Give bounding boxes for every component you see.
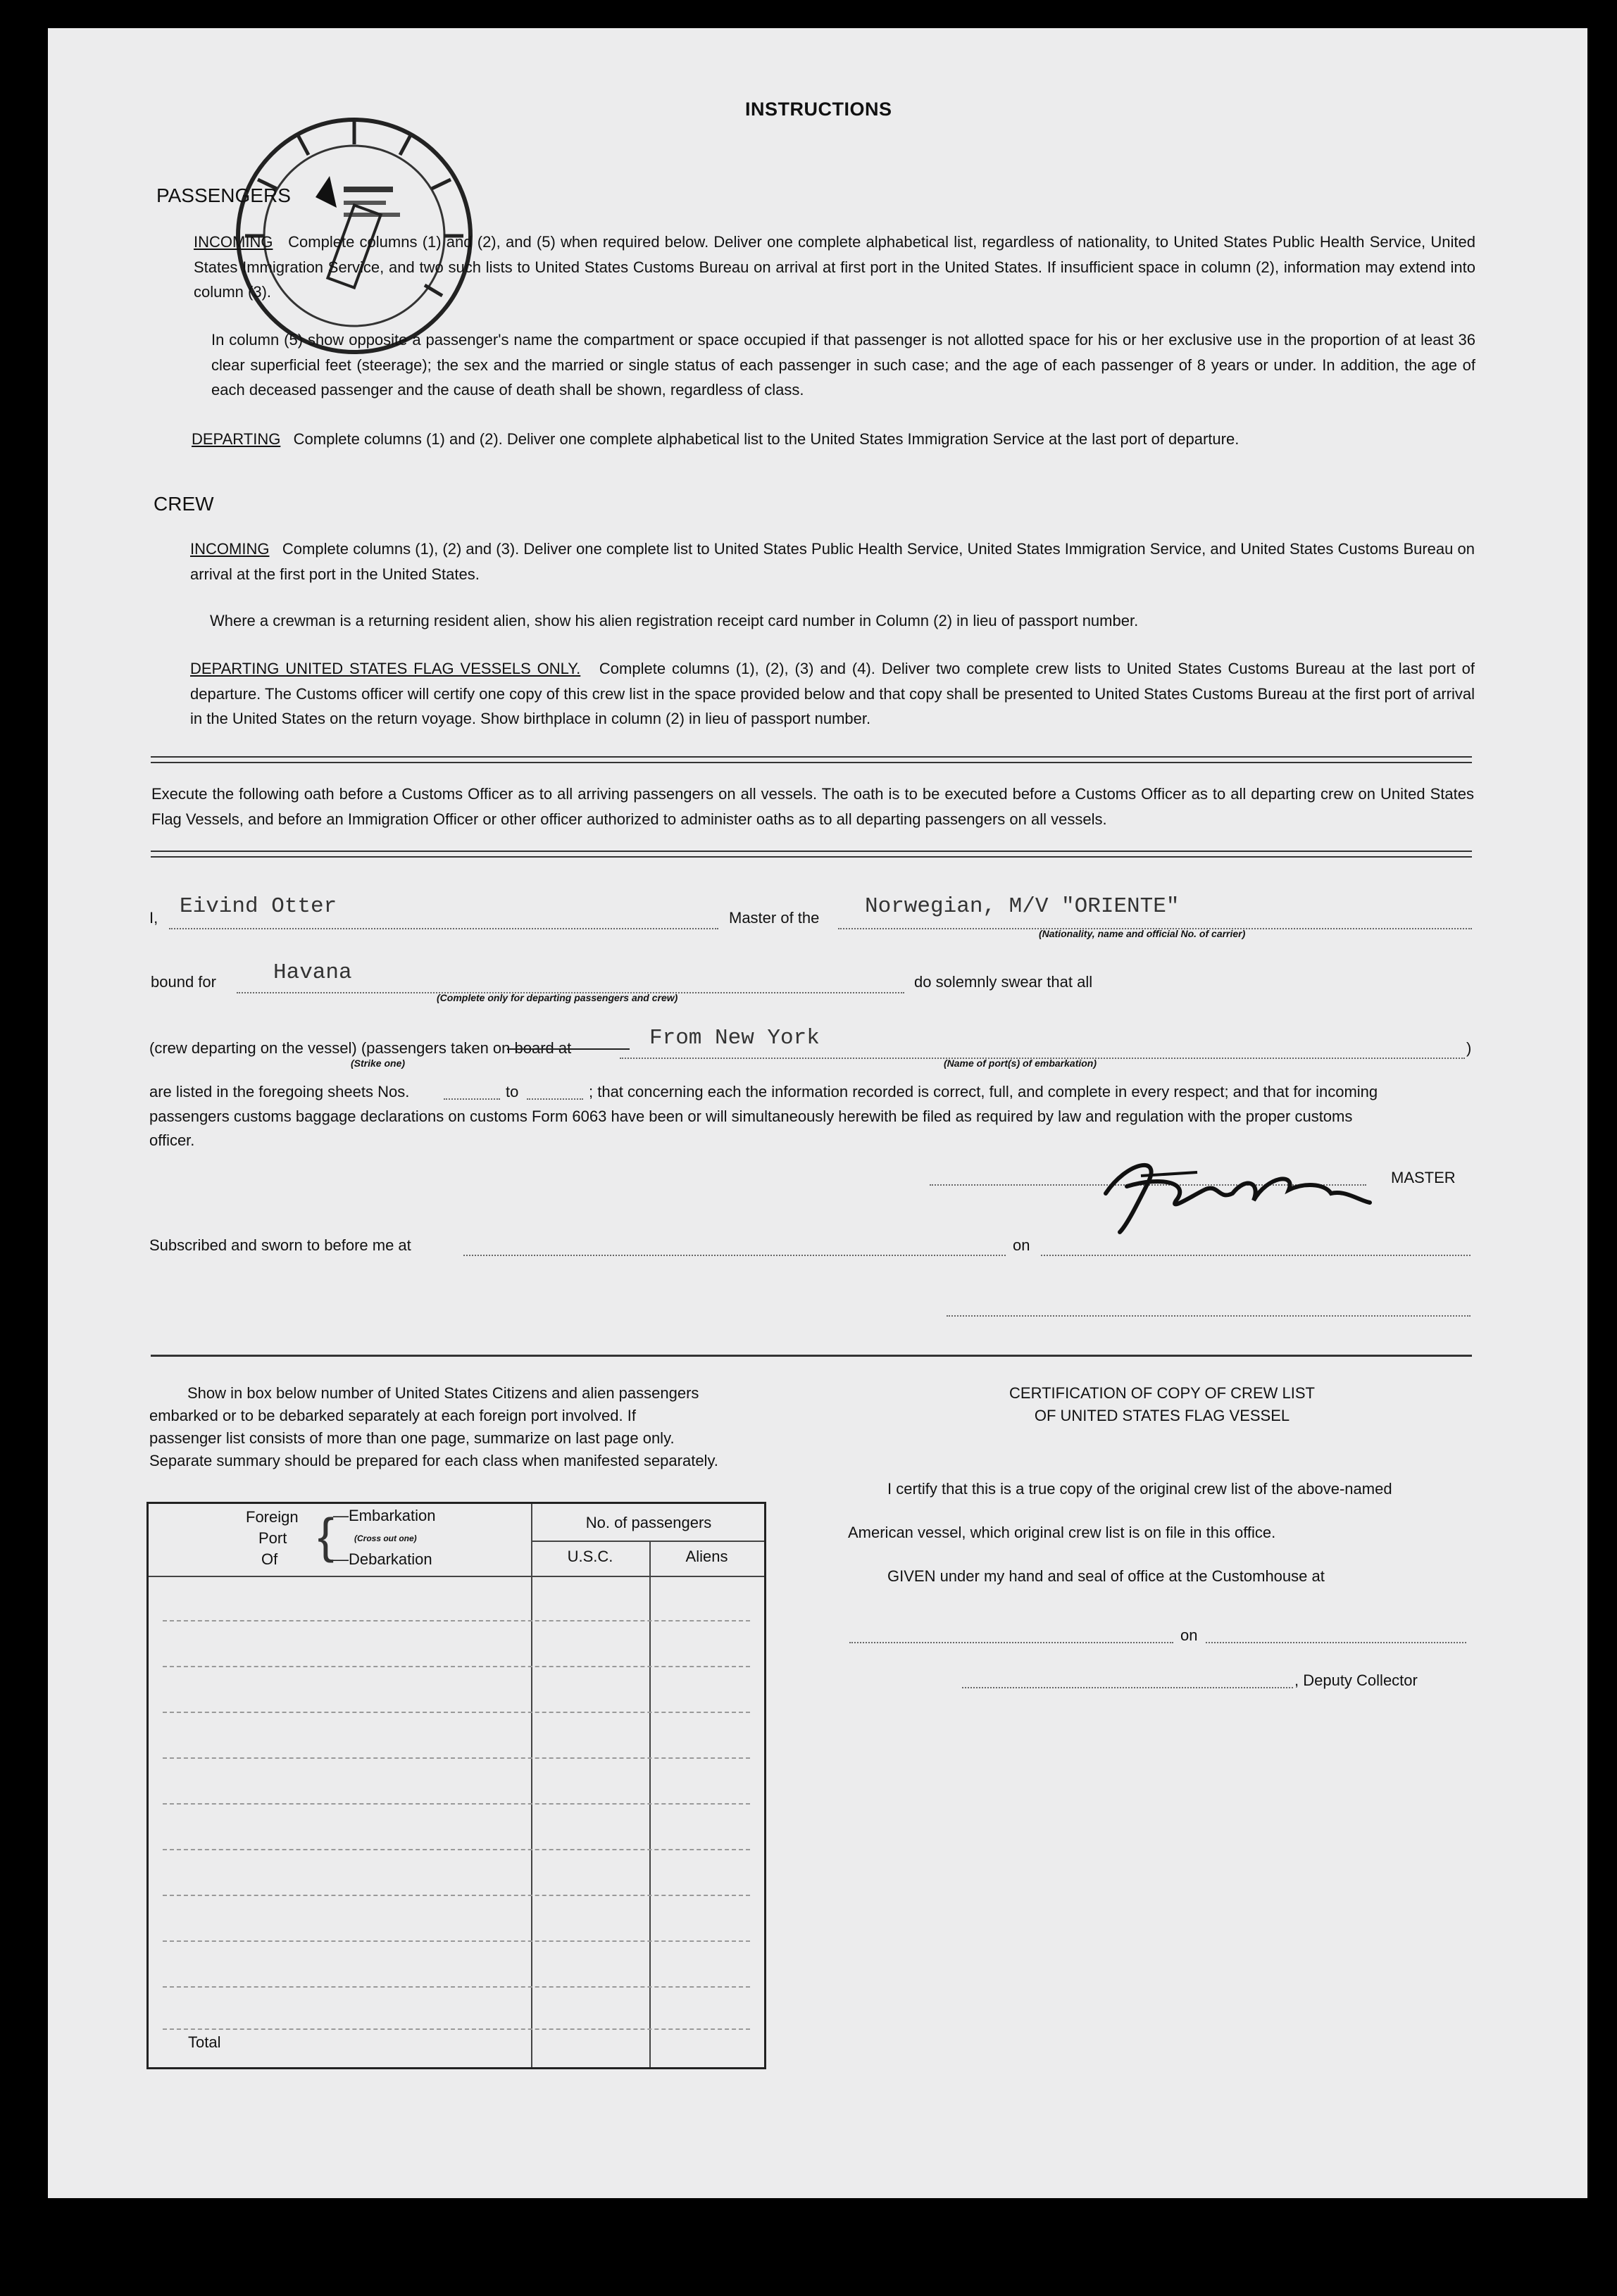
- crew-incoming-text: Complete columns (1), (2) and (3). Deliver one complete list to United States Public Health Service, United States Immigration Service, and United States Customs Bureau on arrival at the first port in the United States.: [190, 540, 1475, 583]
- divider: [151, 851, 1472, 858]
- listed-line2: passengers customs baggage declarations on customs Form 6063 have been or will simultaneously herewith be filed as required by law and regulation with the proper customs: [149, 1108, 1353, 1125]
- certification-line-3: GIVEN under my hand and seal of office at the Customhouse at: [887, 1567, 1325, 1585]
- passengers-departing: [192, 427, 1480, 452]
- vessel-field[interactable]: Norwegian, M/V "ORIENTE": [865, 894, 1180, 919]
- deputy-signature-line: [962, 1687, 1293, 1688]
- subscribed-place-line: [463, 1255, 1006, 1256]
- passengers-incoming-text: Complete columns (1) and (2), and (5) when required below. Deliver one complete alphabetical list, regardless of nationality, to United States Public Health Service, United States Immigration Service, and two such lists to United States Customs Bureau on arrival at first port in the United States. If insufficient space in column (2), information may extend into column (3).: [194, 233, 1475, 301]
- sheet-to-line: [527, 1098, 583, 1100]
- passengers-incoming: [194, 230, 1475, 305]
- master-name-field[interactable]: Eivind Otter: [180, 894, 337, 919]
- port-embarkation-field[interactable]: From New York: [649, 1026, 820, 1050]
- bound-for-field[interactable]: Havana: [273, 960, 352, 985]
- embarkation-label: —Embarkation: [333, 1507, 436, 1524]
- strike-caption: (Strike one): [351, 1058, 406, 1069]
- foreign-label: Foreign: [246, 1508, 299, 1526]
- page-title: INSTRUCTIONS: [745, 99, 892, 120]
- divider: [151, 756, 1472, 763]
- passengers-departing-text: Complete columns (1) and (2). Deliver one complete alphabetical list to the United States Immigration Service at the last port of departure.: [293, 430, 1240, 448]
- passengers-departing-label: DEPARTING: [192, 430, 281, 448]
- vessel-caption: (Nationality, name and official No. of carrier): [1039, 928, 1246, 939]
- table-row[interactable]: [163, 1803, 750, 1805]
- master-name-line: [169, 928, 718, 929]
- table-row[interactable]: [163, 2028, 750, 2030]
- port-label: Port: [258, 1529, 287, 1547]
- port-caption: (Name of port(s) of embarkation): [944, 1058, 1097, 1069]
- deputy-collector-label: , Deputy Collector: [1294, 1671, 1418, 1689]
- bound-for-label: bound for: [151, 973, 216, 991]
- no-of-passengers-header: No. of passengers: [585, 1514, 712, 1531]
- table-row[interactable]: [163, 1620, 750, 1621]
- subscribed-label: Subscribed and sworn to before me at: [149, 1236, 411, 1254]
- crew-incoming-label: INCOMING: [190, 540, 270, 558]
- crew-departing-label: (crew departing on the vessel) (passengers taken on board at: [149, 1039, 572, 1057]
- certification-date-line: [1206, 1642, 1466, 1643]
- subscribed-on-label: on: [1013, 1236, 1030, 1254]
- summary-intro-line-1: Show in box below number of United States Citizens and alien passengers: [187, 1384, 699, 1402]
- master-of-label: Master of the: [729, 909, 820, 927]
- crew-departing-label: DEPARTING UNITED STATES FLAG VESSELS ONLY.: [190, 660, 581, 677]
- table-row[interactable]: [163, 1712, 750, 1713]
- swear-label: do solemnly swear that all: [914, 973, 1093, 991]
- listed-line1-b: ; that concerning each the information recorded is correct, full, and complete in every respect; and that for incoming: [589, 1083, 1378, 1100]
- column-divider: [531, 1504, 532, 2067]
- certification-line-1: I certify that this is a true copy of the original crew list of the above-named: [887, 1480, 1392, 1498]
- table-row[interactable]: [163, 1986, 750, 1988]
- strike-through: [507, 1048, 630, 1050]
- oath-intro: Execute the following oath before a Customs Officer as to all arriving passengers on all vessels. The oath is to be executed before a Customs Officer as to all departing crew on United States Flag Vessels, and before an Immigration Officer or other officer authorized to administer oaths as to all departing passengers on all vessels.: [151, 785, 1474, 828]
- of-label: Of: [261, 1550, 278, 1568]
- certification-line-2: American vessel, which original crew list is on file in this office.: [848, 1524, 1276, 1541]
- listed-line3: officer.: [149, 1131, 195, 1149]
- customhouse-line: [849, 1642, 1173, 1643]
- crew-incoming: [190, 537, 1475, 586]
- table-row[interactable]: [163, 1895, 750, 1896]
- certification-title-1: CERTIFICATION OF COPY OF CREW LIST: [1009, 1384, 1315, 1402]
- i-label: I,: [149, 909, 158, 927]
- sheet-from-line: [444, 1098, 500, 1100]
- certification-title-2: OF UNITED STATES FLAG VESSEL: [1034, 1407, 1290, 1424]
- brace: {: [318, 1508, 335, 1563]
- passengers-incoming-label: INCOMING: [194, 233, 273, 251]
- summary-intro-line-4: Separate summary should be prepared for each class when manifested separately.: [149, 1452, 718, 1469]
- debarkation-label: —Debarkation: [333, 1550, 432, 1568]
- listed-to: to: [506, 1083, 519, 1100]
- passengers-heading: PASSENGERS: [156, 184, 291, 206]
- crew-heading: CREW: [154, 493, 214, 515]
- table-row[interactable]: [163, 1666, 750, 1667]
- summary-intro-line-2: embarked or to be debarked separately at each foreign port involved. If: [149, 1407, 636, 1424]
- master-signature: [1099, 1134, 1373, 1239]
- cross-out-caption: (Cross out one): [354, 1533, 417, 1543]
- listed-line1-a: are listed in the foregoing sheets Nos.: [149, 1083, 410, 1100]
- usc-header: U.S.C.: [567, 1548, 613, 1565]
- header-divider: [531, 1541, 764, 1542]
- close-paren: ): [1466, 1039, 1472, 1057]
- subscribed-date-line: [1041, 1255, 1471, 1256]
- bound-caption: (Complete only for departing passengers and crew): [437, 992, 678, 1003]
- officer-signature-line: [947, 1315, 1471, 1317]
- crew-resident: Where a crewman is a returning resident alien, show his alien registration receipt card number in Column (2) in lieu of passport number.: [210, 612, 1139, 629]
- table-row[interactable]: [163, 1940, 750, 1942]
- summary-intro-line-3: passenger list consists of more than one page, summarize on last page only.: [149, 1429, 675, 1447]
- divider: [151, 1355, 1472, 1357]
- certification-on-label: on: [1180, 1626, 1198, 1644]
- passenger-summary-table: [146, 1502, 766, 2069]
- header-bottom-rule: [149, 1576, 764, 1577]
- total-label: Total: [188, 2033, 221, 2051]
- passengers-column5: In column (5) show opposite a passenger's name the compartment or space occupied if that passenger is not allotted space for his or her exclusive use in the proportion of at least 36 clear superficial feet (steerage); the sex and the married or single status of each passenger in such case; and the age of each passenger of 8 years or under. In addition, the age of each deceased passenger and the cause of death shall be shown, regardless of class.: [211, 331, 1475, 399]
- table-row[interactable]: [163, 1757, 750, 1759]
- aliens-header: Aliens: [685, 1548, 728, 1565]
- crew-departing-text: Complete columns (1), (2), (3) and (4). Deliver two complete crew lists to United States Customs Bureau at the last port of departure. The Customs officer will certify one copy of this crew list in the space provided below and that copy shall be presented to United States Customs Bureau at the first port of arrival in the United States on the return voyage. Show birthplace in column (2) in lieu of passport number.: [190, 660, 1475, 727]
- table-row[interactable]: [163, 1849, 750, 1850]
- crew-departing: [190, 656, 1475, 732]
- master-label: MASTER: [1391, 1169, 1456, 1186]
